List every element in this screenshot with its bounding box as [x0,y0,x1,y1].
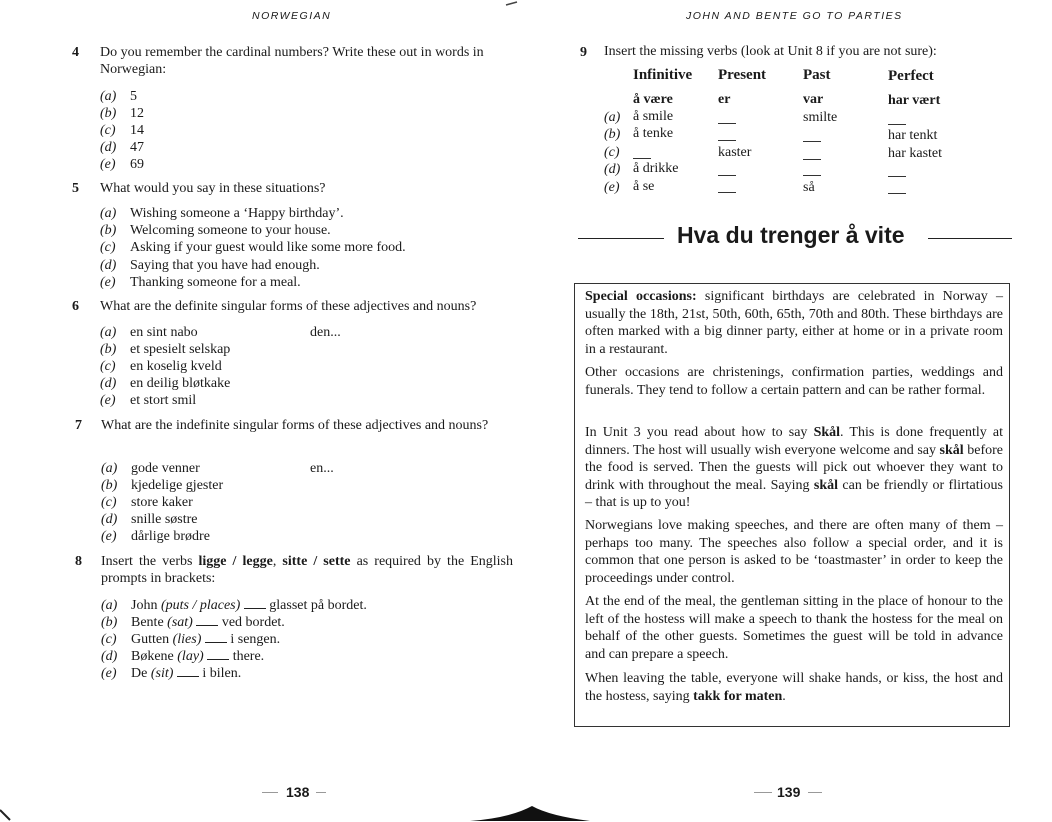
question-text: What would you say in these situations? [100,181,326,196]
item-text: en sint nabo [130,325,198,340]
list-item: (c) Gutten (lies) i sengen. [101,632,281,647]
list-item [100,239,406,256]
answer-blank [888,124,906,125]
list-item [101,477,223,494]
answer-blank [888,176,906,177]
row-label: (a) [604,110,621,125]
item-label: (b) [101,478,118,493]
list-item: (a) John (puts / places) glasset på bordet. [101,598,367,613]
item-text: kjedelige gjester [131,478,224,493]
item-label: (a) [100,325,117,340]
answer-blank [718,175,736,176]
item-label: (a) [100,206,117,221]
info-paragraph: Norwegians love making speeches, and there are often many of them – perhaps too many. The speeches also follow a special order, and it is common that one person is asked to be ‘toastmaster’ in order to keep the proceedings under control. [585,518,1003,586]
item-label: (e) [100,393,116,408]
question-number: 4 [72,45,79,60]
list-item: (e) De (sit) i bilen. [101,666,242,681]
item-text: store kaker [131,495,193,510]
item-text: snille søstre [131,512,198,527]
column-header: Infinitive [633,67,693,83]
list-item [100,375,230,392]
example-answer: en... [310,461,334,476]
item-label: (e) [100,157,116,172]
item-text: gode venner [131,461,200,476]
top-mark-icon [505,0,519,8]
list-item [100,274,301,291]
answer-blank [803,175,821,176]
question-text: Insert the verbs ligge / legge, sitte / sette as required by the English prompts in brackets: [101,554,514,586]
item-label: (e) [101,529,117,544]
item-text: Wishing someone a ‘Happy birthday’. [130,206,344,221]
item-label: (b) [100,106,117,121]
question-number: 5 [72,181,79,196]
verbs-ligge-legge: ligge / legge [198,554,273,569]
item-label: (c) [100,359,116,374]
list-item [100,358,222,375]
item-text: et stort smil [130,393,197,408]
heading-rule-right [928,238,1012,239]
corner-mark-icon [0,808,12,822]
question-text: Insert the missing verbs (look at Unit 8 if you are not sure): [604,44,937,59]
list-item [100,88,137,105]
column-header: Perfect [888,68,934,84]
table-cell: å se [633,179,655,194]
table-cell: har kastet [888,146,943,161]
list-item [100,105,144,122]
table-cell: kaster [718,145,752,160]
answer-blank [177,664,199,677]
question-number: 6 [72,299,79,314]
list-item [101,528,210,545]
list-item [100,392,196,409]
item-text: 47 [130,140,144,155]
answer-blank [207,647,229,660]
column-header: Present [718,67,767,83]
running-head-right: JOHN AND BENTE GO TO PARTIES [686,10,903,22]
answer-blank [888,193,906,194]
question-text: What are the definite singular forms of these adjectives and nouns? [100,299,477,314]
list-item: (d) Bøkene (lay) there. [101,649,265,664]
table-cell: har tenkt [888,128,938,143]
info-paragraph: Special occasions: significant birthdays are celebrated in Norway – usually the 18th, 21st, 50th, 60th, 65th, 70th and 80th. These birthdays are often marked with a big dinner party, either at home or in a private room in a restaurant. [585,289,1003,357]
table-cell: så [803,180,815,195]
row-label: (d) [604,162,621,177]
item-text: en koselig kveld [130,359,222,374]
info-paragraph: At the end of the meal, the gentleman sitting in the place of honour to the left of the hostess will make a speech to thank the hostess for the meal on behalf of the other guests. Sometimes the guest will be told in advance and can prepare a speech. [585,594,1003,662]
item-text: 14 [130,123,144,138]
heading-rule-left [578,238,664,239]
item-text: dårlige brødre [131,529,210,544]
list-item [100,205,344,222]
spine-shadow-icon [470,796,590,822]
item-label: (d) [100,376,117,391]
row-label: (c) [604,145,620,160]
list-item [100,341,230,358]
answer-blank [244,596,266,609]
list-item [100,222,331,239]
item-text: 5 [130,89,137,104]
answer-blank [718,192,736,193]
item-text: en deilig bløtkake [130,376,231,391]
item-text: Welcoming someone to your house. [130,223,331,238]
table-cell: å drikke [633,161,679,176]
item-label: (d) [101,512,118,527]
example-answer: den... [310,325,341,340]
table-cell: var [803,92,824,107]
list-item [100,257,320,274]
answer-blank [633,158,651,159]
row-label: (b) [604,127,621,142]
table-cell: å være [633,92,673,107]
table-cell: har vært [888,93,941,108]
item-text: Thanking someone for a meal. [130,275,301,290]
item-label: (c) [101,495,117,510]
list-item [101,511,198,528]
item-label: (a) [101,461,118,476]
item-label: (b) [100,342,117,357]
list-item [100,156,144,173]
list-item [100,122,144,139]
answer-blank [718,123,736,124]
list-item [100,324,198,341]
table-cell: er [718,92,731,107]
page-number-right: 139 [777,784,801,800]
item-label: (a) [100,89,117,104]
question-number: 9 [580,45,587,60]
item-text: Saying that you have had enough. [130,258,320,273]
section-heading: Hva du trenger å vite [677,222,905,248]
item-text: et spesielt selskap [130,342,231,357]
info-paragraph: Other occasions are christenings, confirmation parties, weddings and funerals. They tend to follow a certain pattern and can be rather formal. [585,365,1003,398]
table-cell: smilte [803,110,838,125]
row-label: (e) [604,180,620,195]
list-item [101,460,200,477]
item-text: 12 [130,106,144,121]
question-number: 7 [75,418,82,433]
item-text: 69 [130,157,144,172]
answer-blank [803,141,821,142]
list-item [101,494,193,511]
item-label: (c) [100,123,116,138]
list-item: (b) Bente (sat) ved bordet. [101,615,285,630]
item-label: (d) [100,258,117,273]
running-head-left: NORWEGIAN [252,10,332,22]
item-label: (d) [100,140,117,155]
answer-blank [718,140,736,141]
column-header: Past [803,67,831,83]
question-text: What are the indefinite singular forms of these adjectives and nouns? [101,418,489,433]
answer-blank [196,613,218,626]
page-number-left: 138 [286,784,310,800]
answer-blank [803,159,821,160]
answer-blank [205,630,227,643]
item-text: Asking if your guest would like some more food. [130,240,406,255]
list-item [100,139,144,156]
item-label: (b) [100,223,117,238]
item-label: (e) [100,275,116,290]
item-label: (c) [100,240,116,255]
verbs-sitte-sette: sitte / sette [282,554,351,569]
table-cell: å smile [633,109,674,124]
table-cell: å tenke [633,126,674,141]
question-number: 8 [75,554,82,569]
question-text: Do you remember the cardinal numbers? Write these out in words in Norwegian: [100,45,484,77]
info-paragraph: In Unit 3 you read about how to say Skål. This is done frequently at dinners. The host will usually wish everyone welcome and say skål before the food is served. Then the guests will pick out whoever they want to drink with throughout the meal. Saying skål can be friendly or flirtatious – that is up to you! [585,425,1003,510]
info-paragraph: When leaving the table, everyone will shake hands, or kiss, the host and the hostess, saying takk for maten. [585,671,1003,704]
